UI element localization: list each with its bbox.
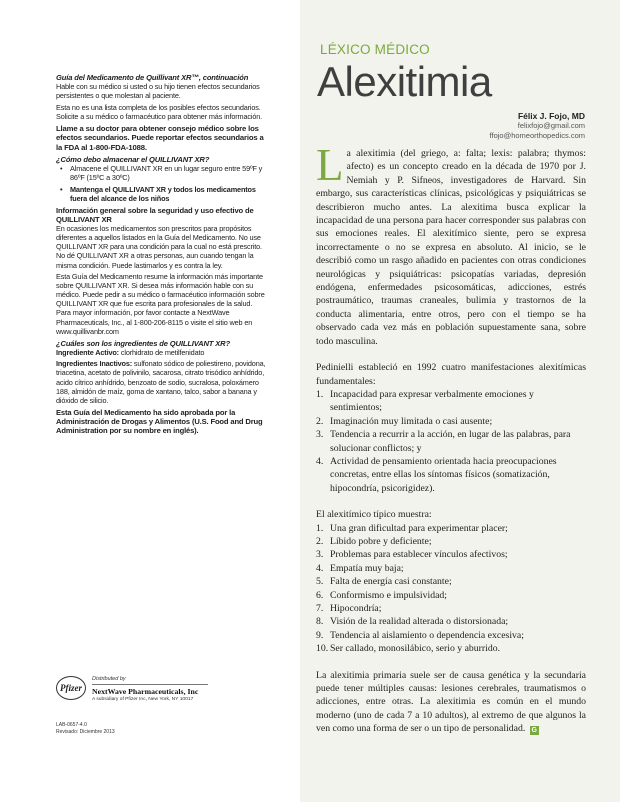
article-body bbox=[316, 140, 586, 749]
list-item: • Almacene el QUILLIVANT XR en un lugar seguro entre 59ºF y 86ºF (15ºC a 30ºC) bbox=[60, 164, 263, 183]
guide-paragraph: En ocasiones los medicamentos son prescritos para propósitos diferentes a aquellos listados en la Guía del Medicamento. No use QUILLIVANT XR para una condición para la cual no está prescrito. No dé QUILLIVANT XR a otras personas, aun cuando tengan la misma condición. Puede lastimarlos y es contra la ley. bbox=[56, 224, 262, 270]
list-item: 4. Empatía muy baja; bbox=[316, 562, 404, 574]
list-item: 7. Hipocondría; bbox=[316, 603, 382, 614]
list-item: 8. Visión de la realidad alterada o distorsionada; bbox=[316, 616, 509, 628]
author-email: ffojo@homeorthopedics.com bbox=[489, 130, 585, 140]
guide-heading: Guía del Medicamento de Quillivant XR™, continuación bbox=[56, 73, 249, 82]
list-item: 6. Conformismo e impulsividad; bbox=[316, 589, 447, 601]
list-item: 10. Ser callado, monosilábico, serio y aburrido. bbox=[316, 643, 501, 655]
section-kicker: LÉXICO MÉDICO bbox=[320, 42, 430, 57]
guide-paragraph: Hable con su médico si usted o su hijo tienen efectos secundarios persistentes o que molestan al paciente. bbox=[56, 82, 260, 101]
guide-paragraph: Esta Guía del Medicamento resume la información más importante sobre QUILLIVANT XR. Si desea más información hable con su médico. Puede pedir a su médico o farmacéutico información sobre QUILLIVANT XR que fue escrita para profesionales de la salud. Para mayor información, por favor contacte a NextWave Pharmaceuticals, Inc., al 1-800-206-8115 o visite el sitio web en www.quillivanbr.com bbox=[56, 272, 265, 336]
list-item: 3. Problemas para establecer vínculos afectivos; bbox=[316, 549, 508, 561]
article-paragraph: El alexitímico típico muestra: bbox=[316, 509, 432, 521]
list-item: 2. Imaginación muy limitada o casi ausente; bbox=[316, 415, 493, 427]
article-paragraph: La alexitimia (del griego, a: falta; lexis: palabra; thymos: afecto) es un concepto creado en la década de 1970 por J. Nemiah y P. Sifneos, investigadores de Harvard. Sin embargo, sus características clínicas, psicológicas y psiquiátricas se describieron mucho antes. La alexitima busca explicar la incapacidad de una persona para hacer corresponder sus palabras con sus emociones reales. El alexitímico siente, pero se expresa incorrectamente o no se expresa en absoluto. Al inicio, se le describió como un rasgo añadido en pacientes con otras condiciones neurológicas y psiquiátricas: psicopatías variadas, depresión endógena, enfermedades psicosomáticas, adicciones, estrés postraumático, traumas craneales, bulimia y trastornos de la conducta alimentaria, entre otros, pero con el tiempo se ha observado cada vez más en población supuestamente sana, sobre todo masculina. bbox=[316, 140, 586, 347]
manifestations-list bbox=[316, 388, 586, 495]
guide-paragraph: Esta no es una lista completa de los posibles efectos secundarios. Solicite a su médico o farmacéutico para obtener más información. bbox=[56, 102, 263, 121]
subsidiary-note: A subsidiary of Pfizer Inc, New York, NY 10017 bbox=[92, 697, 194, 702]
list-item: 5. Falta de energía casi constante; bbox=[316, 576, 452, 588]
list-item: 2. Líbido pobre y deficiente; bbox=[316, 535, 432, 547]
article-paragraph: La alexitimia primaria suele ser de causa genética y la secundaria puede tener múltiples causas: lesiones cerebrales, traumatismos o adicciones, entre otras. La alexitimia es común en el mundo moderno (uno de cada 7 a 10 adultos), al extremo de que algunos la ven como una forma de ser o un tipo de personalidad. G bbox=[316, 669, 586, 735]
drop-cap: L bbox=[316, 140, 344, 190]
list-item: 1. Una gran dificultad para experimentar placer; bbox=[316, 522, 508, 534]
storage-question: ¿Cómo debo almacenar el QUILLIVANT XR? bbox=[56, 155, 210, 165]
company-name: NextWave Pharmaceuticals, Inc bbox=[92, 687, 199, 696]
list-item: 3. Tendencia a recurrir a la acción, en lugar de las palabras, para solucionar conflictos; y bbox=[316, 429, 571, 454]
active-ingredient: Ingrediente Activo: clorhidrato de metilfenidato bbox=[56, 347, 205, 357]
list-item: 4. Actividad de pensamiento orientada hacia preocupaciones concretas, entre ellas los síntomas físicos (somatización, hipocondría, psicorigidez). bbox=[316, 455, 557, 494]
list-item: 9. Tendencia al aislamiento o dependencia excesiva; bbox=[316, 629, 524, 641]
inactive-ingredients: Ingredientes Inactivos: sulfonato sódico de poliestireno, povidona, triacetina, acetato de polivinilo, sacarosa, citrato trisódico anhídrido, acido cítrico anhídrido, benzoato de sodio, sucralosa, poloxámero 188, almidón de maíz, goma de xantano, talco, sabor a banana y dióxido de silicio. bbox=[56, 359, 266, 405]
medication-guide-column bbox=[0, 0, 300, 802]
divider bbox=[92, 684, 208, 685]
medication-guide-text bbox=[56, 70, 268, 435]
lab-code: LAB-0657-4.0 Revisado: Diciembre 2013 bbox=[56, 722, 115, 735]
author-name: Félix J. Fojo, MD bbox=[517, 111, 585, 121]
symptoms-list bbox=[316, 522, 586, 656]
ingredients-question: ¿Cuáles son los ingredientes de QUILLIVANT XR? bbox=[56, 338, 230, 348]
author-email: felixfojo@gmail.com bbox=[517, 121, 585, 130]
distributed-by: Distributed by bbox=[92, 676, 126, 682]
call-doctor-notice: Llame a su doctor para obtener consejo médico sobre los efectos secundarios. Puede reportar efectos secundarios a la FDA al 1-800-FDA-1088. bbox=[56, 123, 264, 152]
general-info-heading: Información general sobre la seguridad y uso efectivo de QUILLIVANT XR bbox=[56, 205, 254, 224]
list-item: 1. Incapacidad para expresar verbalmente emociones y sentimientos; bbox=[316, 388, 534, 414]
pfizer-logo: Pfizer bbox=[56, 676, 86, 700]
article-paragraph: Pedinielli estableció en 1992 cuatro manifestaciones alexitímicas fundamentales: bbox=[316, 362, 586, 387]
article-title: Alexitimia bbox=[317, 58, 492, 105]
end-mark-icon: G bbox=[531, 727, 537, 735]
list-item: • Mantenga el QUILLIVANT XR y todos los medicamentos fuera del alcance de los niños bbox=[60, 184, 256, 203]
article-panel bbox=[300, 0, 620, 802]
author-block bbox=[490, 111, 585, 140]
fda-approval-notice: Esta Guía del Medicamento ha sido aprobada por la Administración de Drogas y Alimentos (U.S. Food and Drug Administration por su nombre en inglés). bbox=[56, 407, 263, 436]
storage-list bbox=[56, 164, 268, 202]
